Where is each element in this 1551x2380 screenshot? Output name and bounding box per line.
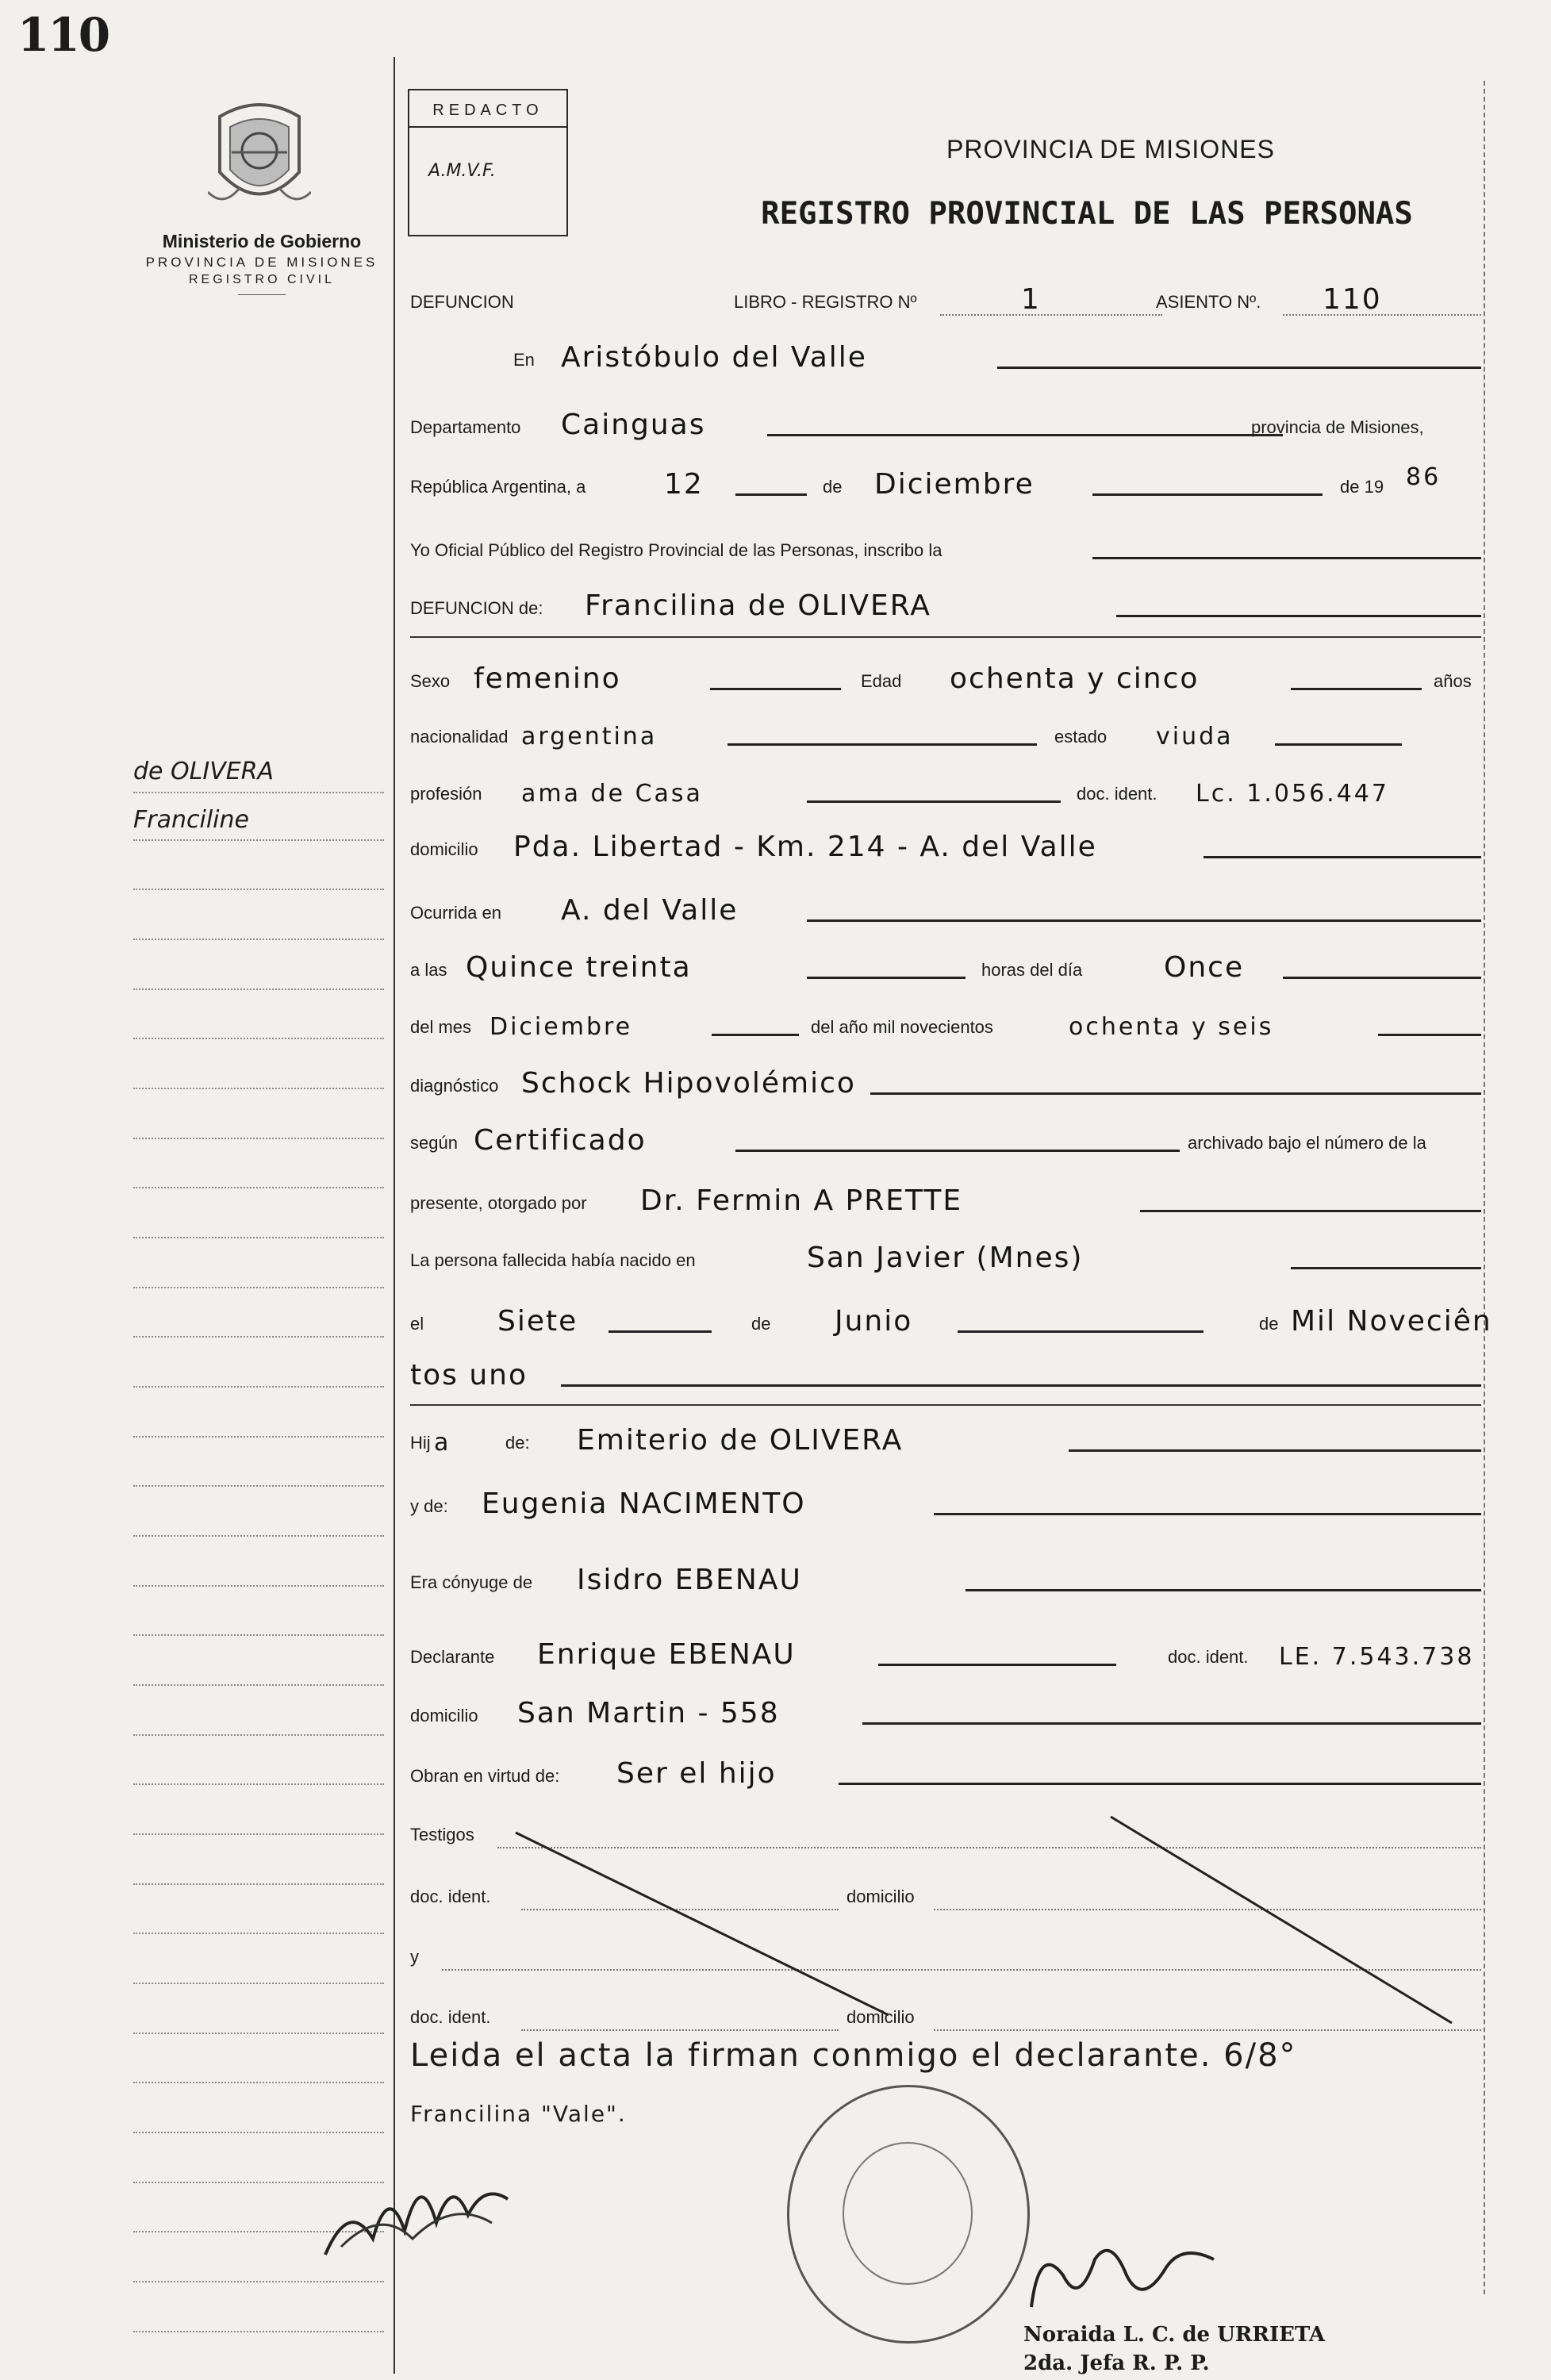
ministry-title: Ministerio de Gobierno: [162, 231, 362, 251]
margin-rule: [133, 1088, 384, 1089]
stamp-divider: [409, 126, 566, 128]
margin-rule: [133, 2082, 384, 2083]
conyuge-row: [410, 1560, 1481, 1601]
sexo-value: femenino: [474, 662, 621, 695]
t-dom1-label: domicilio: [847, 1887, 915, 1906]
provincial-shield-icon: [208, 97, 311, 216]
margin-signature-scribble-icon: [317, 2152, 524, 2271]
right-edge-rule: [1484, 81, 1485, 2294]
nacido-value: San Javier (Mnes): [807, 1242, 1084, 1274]
nac-mes-value: Junio: [835, 1305, 913, 1338]
margin-rule: [133, 939, 384, 940]
libro-label: LIBRO - REGISTRO Nº: [734, 292, 917, 312]
horas-del-dia-label: horas del día: [981, 960, 1083, 980]
ocurrida-row: [410, 890, 1481, 931]
diagnostico-fill-line: [870, 1092, 1481, 1095]
asiento-dots: [1283, 314, 1481, 316]
margin-rule: [133, 1386, 384, 1388]
libro-value: 1: [1021, 283, 1041, 316]
conyuge-value: Isidro EBENAU: [577, 1564, 802, 1596]
nacido-fill-line: [1291, 1267, 1481, 1269]
ministry-block: [111, 232, 413, 295]
deceased-row: [410, 585, 1481, 627]
registry-heading: REGISTRO PROVINCIAL DE LAS PERSONAS: [761, 196, 1413, 232]
margin-rule: [133, 1336, 384, 1338]
official-seal-inner-ring: [843, 2142, 973, 2285]
segun-row: [410, 1120, 1481, 1161]
section-rule: [410, 1404, 1481, 1406]
padre-value: Emiterio de OLIVERA: [577, 1424, 904, 1457]
decl-domicilio-fill-line: [862, 1722, 1481, 1725]
profesion-fill-line: [807, 800, 1061, 803]
nac-ano-value: Mil Noveciên: [1291, 1305, 1492, 1338]
margin-rule: [133, 1734, 384, 1736]
day-value: 12: [664, 468, 704, 501]
margin-rule: [133, 1237, 384, 1238]
mes-ano-row: [410, 1004, 1481, 1046]
de-label: de: [823, 477, 843, 497]
domicilio-value: Pda. Libertad - Km. 214 - A. del Valle: [513, 831, 1097, 863]
doc-ident-value: Lc. 1.056.447: [1196, 780, 1389, 808]
margin-rule: [133, 839, 384, 841]
margin-rule: [133, 1485, 384, 1487]
margin-note-given-name: Franciline: [133, 806, 249, 834]
en-value: Aristóbulo del Valle: [561, 341, 867, 374]
madre-value: Eugenia NACIMENTO: [482, 1488, 806, 1520]
domicilio-fill-line: [1204, 856, 1481, 858]
libro-dots: [940, 314, 1162, 316]
nac-ano-cont-value: tos uno: [410, 1359, 528, 1392]
del-mes-label: del mes: [410, 1017, 472, 1037]
oficial-text: Yo Oficial Público del Registro Provincial de las Personas, inscribo la: [410, 540, 943, 560]
testigos-label: Testigos: [410, 1825, 474, 1844]
day-fill-line: [735, 493, 807, 496]
presente-label: presente, otorgado por: [410, 1193, 587, 1213]
en-fill-line: [997, 367, 1481, 369]
margin-rule: [133, 792, 384, 793]
margin-rule: [133, 2331, 384, 2332]
asiento-value: 110: [1323, 283, 1382, 316]
anos-label: años: [1434, 671, 1472, 691]
declarante-value: Enrique EBENAU: [537, 1638, 796, 1671]
ano-value: ochenta y seis: [1069, 1013, 1274, 1041]
nacionalidad-value: argentina: [521, 723, 658, 750]
del-ano-label: del año mil novecientos: [811, 1017, 993, 1037]
edad-fill-line: [1291, 688, 1422, 690]
month-value: Diciembre: [874, 468, 1035, 501]
act-type-label: DEFUNCION: [410, 292, 514, 312]
nac-de-label: de: [751, 1314, 771, 1334]
nacido-label: La persona fallecida había nacido en: [410, 1250, 696, 1270]
estado-label: estado: [1054, 727, 1108, 747]
departamento-row: [410, 405, 1481, 446]
madre-fill-line: [934, 1513, 1481, 1515]
obran-fill-line: [839, 1783, 1481, 1785]
margin-rule: [133, 1883, 384, 1885]
margin-rule: [133, 1634, 384, 1636]
segun-fill-line: [735, 1150, 1180, 1152]
margin-rule: [133, 2033, 384, 2034]
libro-asiento-row: [410, 279, 1481, 321]
provincia-label: provincia de Misiones,: [1251, 417, 1424, 437]
decl-domicilio-row: [410, 1693, 1481, 1734]
ministry-province: PROVINCIA DE MISIONES: [145, 255, 378, 270]
republica-label: República Argentina, a: [410, 477, 586, 497]
hora-fill-line: [807, 977, 966, 979]
obran-row: [410, 1753, 1481, 1795]
hij-label: Hij: [410, 1433, 431, 1453]
padre-fill-line: [1069, 1449, 1481, 1452]
obran-value: Ser el hijo: [616, 1757, 777, 1790]
oficial-fill-line: [1092, 557, 1481, 559]
margin-rule: [133, 1684, 384, 1686]
closing-note: Leida el acta la firman conmigo el declarante. 6/8°: [410, 2037, 1297, 2074]
segun-value: Certificado: [474, 1124, 647, 1157]
ocurrida-label: Ocurrida en: [410, 903, 501, 923]
sexo-edad-row: [410, 658, 1481, 700]
en-row: [410, 337, 1481, 378]
stamp-initials: A.M.V.F.: [428, 161, 496, 181]
defuncion-de-label: DEFUNCION de:: [410, 598, 543, 618]
en-label: En: [513, 350, 535, 370]
nac-de2-label: de: [1259, 1314, 1279, 1334]
oficial-row: [410, 528, 1481, 569]
el-label: el: [410, 1314, 424, 1334]
doc-ident-label: doc. ident.: [1077, 784, 1157, 804]
obran-label: Obran en virtud de:: [410, 1766, 560, 1786]
y-de-label: y de:: [410, 1496, 448, 1516]
margin-rule: [133, 1585, 384, 1587]
profesion-label: profesión: [410, 784, 482, 804]
sexo-label: Sexo: [410, 671, 451, 691]
month-fill-line: [1092, 493, 1323, 496]
stamp-title: REDACTO: [432, 102, 543, 119]
deceased-name: Francilina de OLIVERA: [585, 589, 931, 622]
margin-rule: [133, 2281, 384, 2282]
estado-fill-line: [1275, 743, 1402, 746]
t-doc2-label: doc. ident.: [410, 2007, 491, 2027]
nac-dia-value: Siete: [497, 1305, 578, 1338]
hora-row: [410, 947, 1481, 988]
archivado-label: archivado bajo el número de la: [1188, 1133, 1426, 1153]
diagnostico-row: [410, 1063, 1481, 1104]
segun-label: según: [410, 1133, 458, 1153]
t-doc1-label: doc. ident.: [410, 1887, 491, 1906]
margin-rule: [133, 2132, 384, 2133]
t-dom2-label: domicilio: [847, 2007, 915, 2027]
diagnostico-value: Schock Hipovolémico: [521, 1067, 856, 1100]
estado-value: viuda: [1156, 723, 1234, 750]
declarante-fill-line: [878, 1664, 1116, 1666]
year-prefix-label: de 19: [1340, 477, 1384, 497]
presente-fill-line: [1140, 1210, 1481, 1212]
presente-value: Dr. Fermin A PRETTE: [640, 1184, 963, 1217]
nac-dia-fill-line: [608, 1330, 712, 1333]
domicilio-row: [410, 827, 1481, 868]
decl-domicilio-label: domicilio: [410, 1706, 478, 1726]
departamento-value: Cainguas: [561, 409, 706, 441]
profesion-value: ama de Casa: [521, 780, 703, 808]
ocurrida-value: A. del Valle: [561, 894, 739, 927]
conyuge-fill-line: [966, 1589, 1481, 1591]
hora-value: Quince treinta: [466, 951, 692, 984]
deceased-fill-line: [1116, 615, 1481, 617]
madre-row: [410, 1484, 1481, 1525]
nacionalidad-label: nacionalidad: [410, 727, 509, 747]
mes-fill-line: [712, 1034, 799, 1036]
mes-value: Diciembre: [489, 1013, 633, 1041]
margin-rule: [133, 1535, 384, 1537]
margin-divider: [394, 57, 395, 2374]
edad-label: Edad: [861, 671, 902, 691]
nacido-row: [410, 1238, 1481, 1279]
nacionalidad-fill-line: [728, 743, 1037, 746]
official-title: 2da. Jefa R. P. P.: [1023, 2351, 1210, 2375]
presente-row: [410, 1180, 1481, 1222]
folio-number: 110: [17, 8, 109, 62]
departamento-fill-line: [767, 434, 1283, 436]
a-las-label: a las: [410, 960, 447, 980]
margin-rule: [133, 1833, 384, 1835]
margin-note-surname: de OLIVERA: [133, 758, 274, 785]
ano-fill-line: [1378, 1034, 1481, 1036]
margin-rule: [133, 1436, 384, 1438]
official-signature-scribble-icon: [1023, 2228, 1230, 2323]
ministry-civil-registry: REGISTRO CIVIL: [188, 273, 336, 286]
nacimiento-fecha-row: [410, 1301, 1492, 1342]
margin-rule: [133, 1138, 384, 1139]
edad-value: ochenta y cinco: [950, 662, 1200, 695]
margin-rule: [133, 1783, 384, 1785]
margin-rule: [133, 1983, 384, 1984]
nac-ano-cont-fill-line: [561, 1384, 1481, 1387]
diagnostico-label: diagnóstico: [410, 1076, 499, 1096]
testigos-strike-lines: [476, 1793, 1484, 2031]
dia-value: Once: [1164, 951, 1245, 984]
province-heading: PROVINCIA DE MISIONES: [946, 135, 1275, 163]
redacto-stamp: [408, 89, 568, 236]
margin-rule: [133, 988, 384, 990]
margin-rule: [133, 1038, 384, 1039]
hij-suffix-value: a: [434, 1429, 451, 1457]
profesion-row: [410, 771, 1481, 812]
dia-fill-line: [1283, 977, 1481, 979]
margin-rule: [133, 889, 384, 890]
margin-rule: [133, 1187, 384, 1188]
departamento-label: Departamento: [410, 417, 521, 437]
margin-rule: [133, 1287, 384, 1288]
conyuge-label: Era cónyuge de: [410, 1572, 533, 1592]
year-suffix-value: 86: [1406, 463, 1442, 491]
nac-mes-fill-line: [958, 1330, 1204, 1333]
hij-de-label: de:: [505, 1433, 530, 1453]
decl-domicilio-value: San Martin - 558: [517, 1697, 780, 1729]
y-label: y: [410, 1947, 419, 1967]
section-rule: [410, 636, 1481, 638]
declarante-label: Declarante: [410, 1647, 495, 1667]
official-name: Noraida L. C. de URRIETA: [1023, 2323, 1326, 2347]
signature-name: Francilina "Vale".: [410, 2101, 627, 2127]
asiento-label: ASIENTO Nº.: [1156, 292, 1261, 312]
decl-doc-label: doc. ident.: [1168, 1647, 1249, 1667]
declarante-row: [410, 1634, 1481, 1676]
ministry-divider: [238, 294, 286, 295]
fecha-row: [410, 464, 1481, 505]
sexo-fill-line: [710, 688, 841, 690]
decl-doc-value: LE. 7.543.738: [1279, 1643, 1475, 1671]
margin-rule: [133, 1933, 384, 1934]
nacionalidad-row: [410, 714, 1481, 755]
padre-row: [410, 1420, 1481, 1461]
nacimiento-ano-cont-row: [410, 1355, 1481, 1396]
domicilio-label: domicilio: [410, 839, 478, 859]
ocurrida-fill-line: [807, 919, 1481, 922]
